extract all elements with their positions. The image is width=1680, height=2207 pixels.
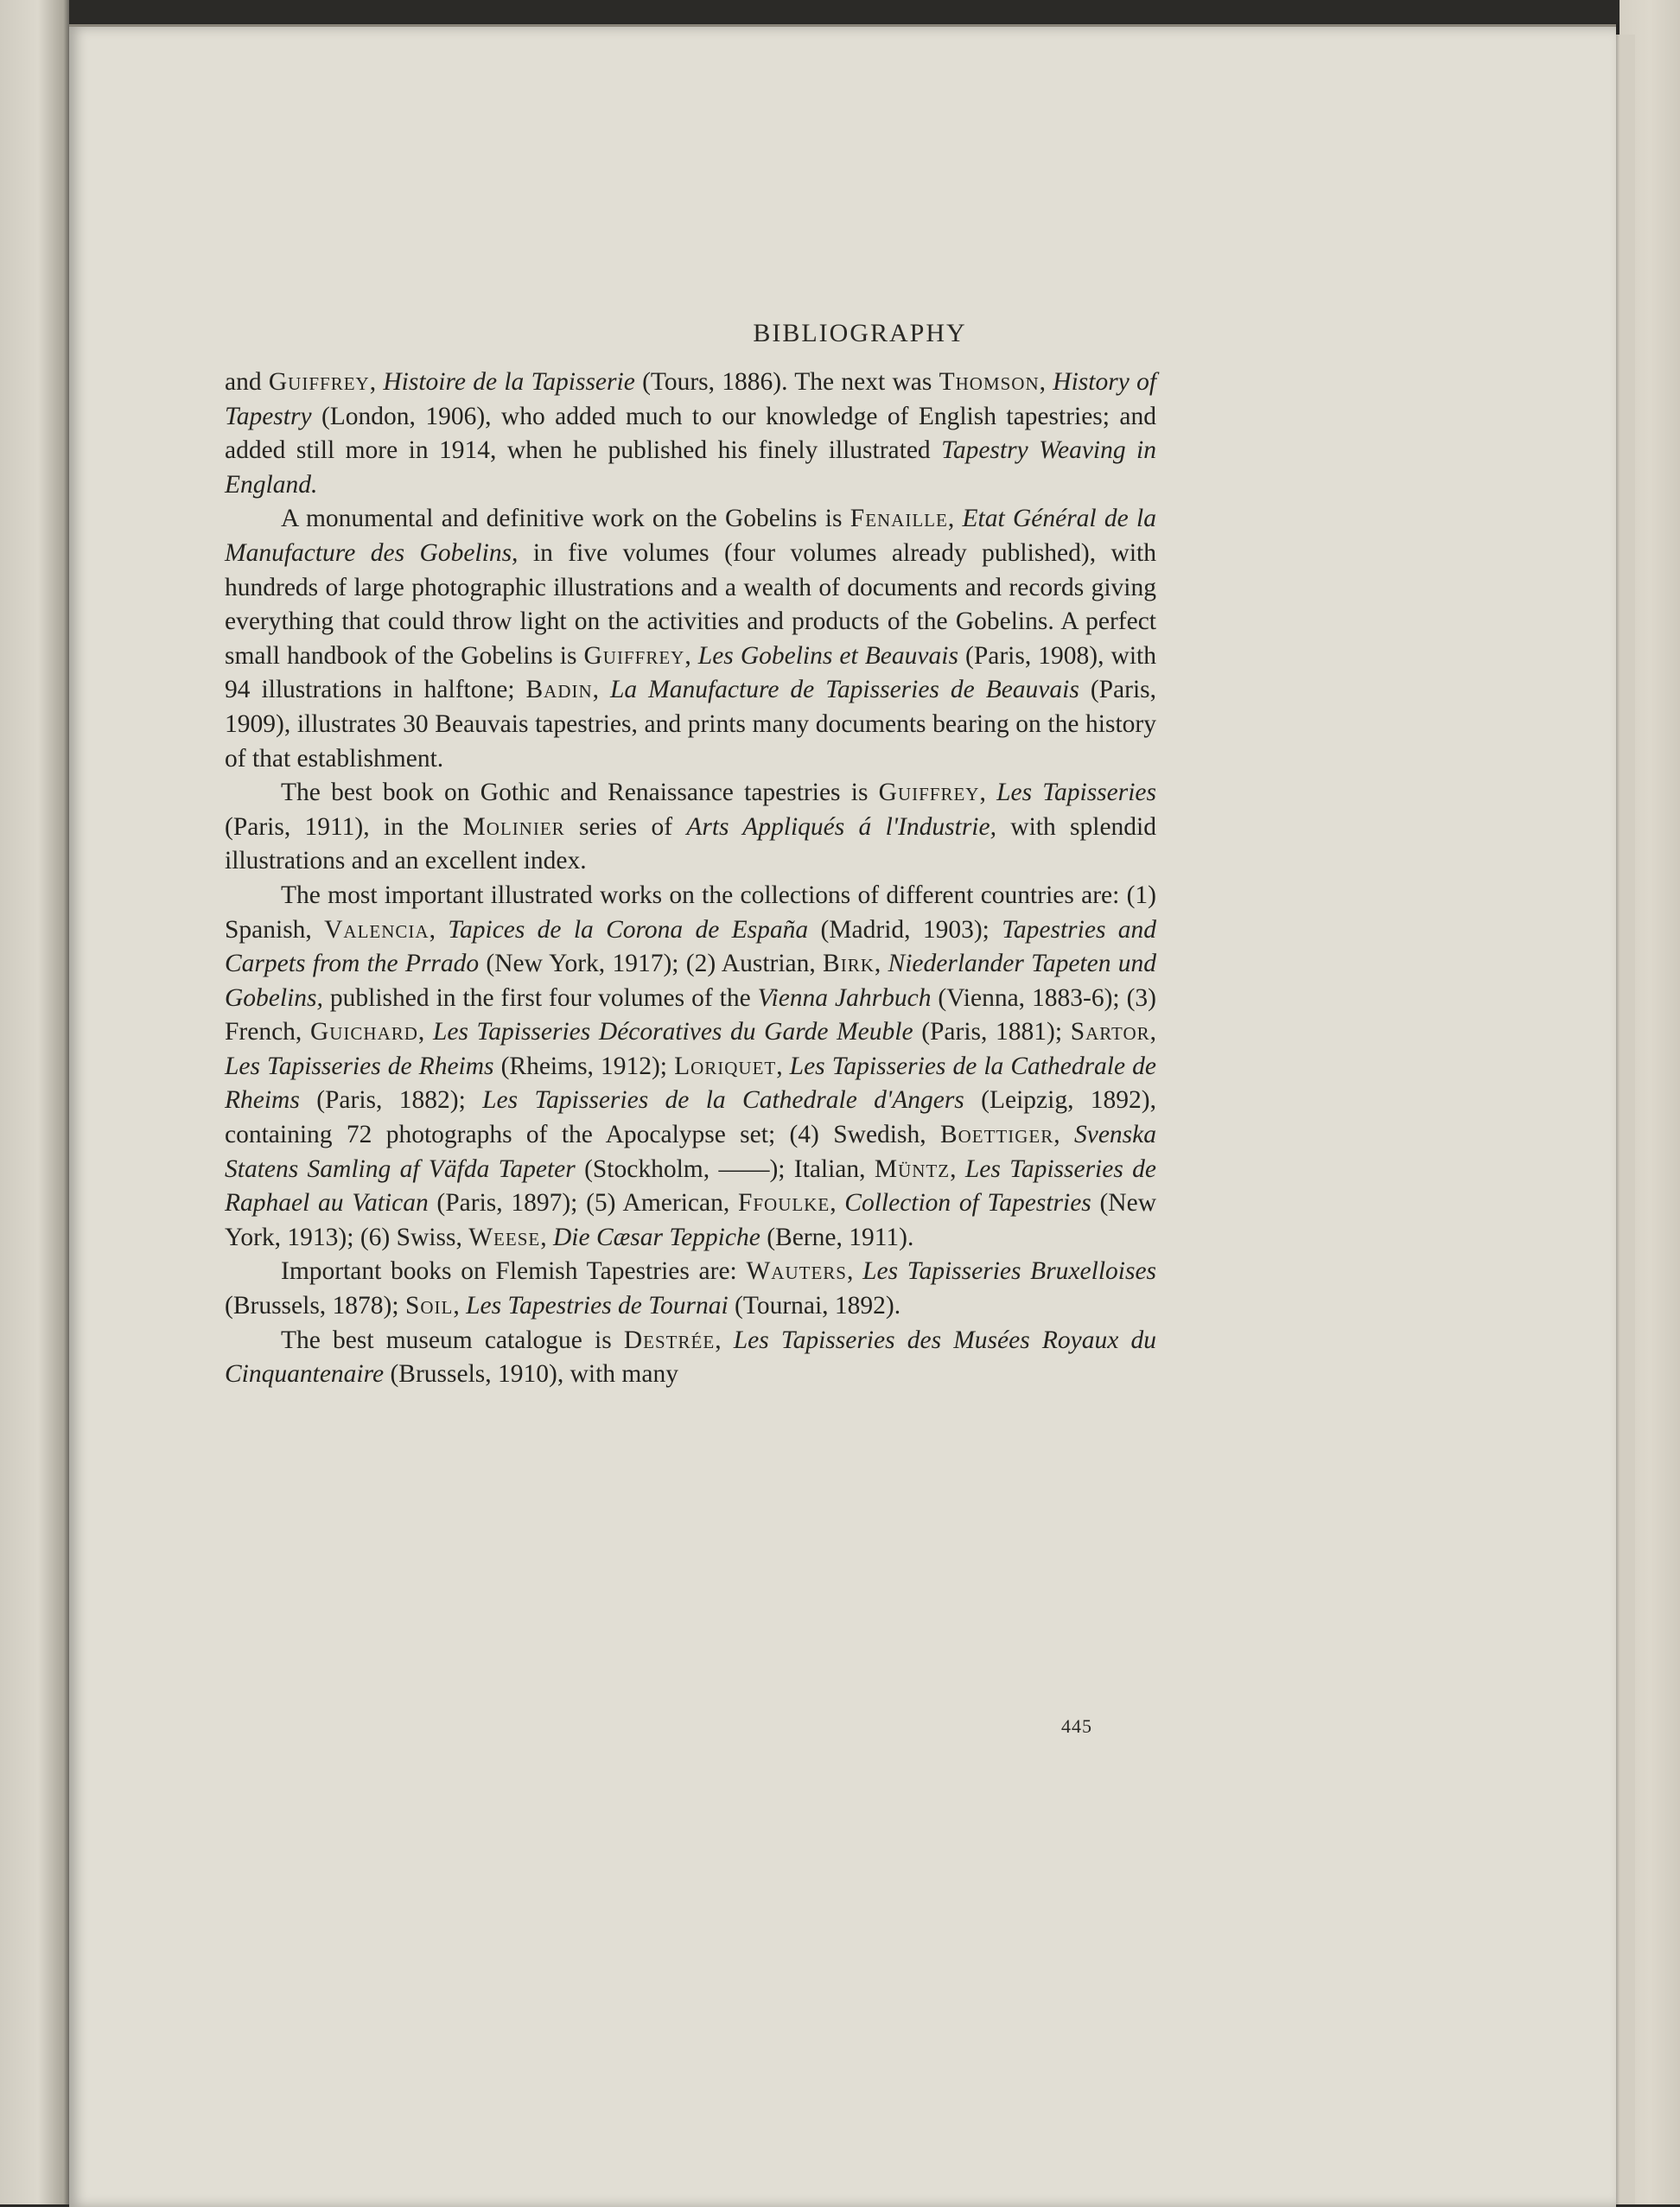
author-name: Guiffrey	[268, 368, 370, 396]
text-run: (Paris, 1882);	[299, 1086, 483, 1115]
italic-title: Histoire de la Tapisserie	[383, 368, 635, 396]
italic-title: Collection of Tapestries	[844, 1189, 1091, 1218]
text-run: ,	[830, 1189, 845, 1218]
text-run: (New York, 1913); (6) Swiss,	[225, 1189, 1157, 1251]
paragraph	[225, 776, 1156, 879]
author-name: Fenaille	[850, 505, 948, 533]
text-run: ,	[1053, 1121, 1074, 1149]
text-run: ,	[684, 641, 698, 670]
italic-title: Les Tapisseries	[996, 779, 1156, 807]
author-name: Destrée	[623, 1326, 716, 1354]
italic-title: Arts Appliqués á l'Industrie,	[686, 812, 996, 841]
paragraph	[225, 366, 1156, 502]
text-run: (New York, 1917); (2) Austrian,	[479, 950, 824, 978]
text-run: in five volumes (four volumes already published), with hundreds of large photographic illustrations and a wealth of documents and records giving everything that could throw light on the activities and products of the Gobelins. A perfect small handbook of the Gobelins is	[225, 538, 1156, 670]
text-run: ,	[715, 1326, 734, 1354]
italic-title: Les Tapisseries de Raphael au Vatican	[225, 1154, 1157, 1218]
italic-title: Les Tapisseries Décoratives du Garde Meuble	[432, 1018, 913, 1046]
text-run: (Berne, 1911).	[760, 1223, 914, 1251]
italic-title: Les Tapisseries Bruxelloises	[862, 1257, 1157, 1286]
italic-title: La Manufacture de Tapisseries de Beauvais	[610, 676, 1079, 704]
italic-title: Vienna Jahrbuch	[757, 983, 932, 1012]
author-name: Guichard	[309, 1018, 418, 1046]
text-run: (Tournai, 1892).	[728, 1292, 901, 1320]
author-name: Badin	[525, 676, 593, 704]
text-run: ,	[369, 368, 384, 396]
text-run: ,	[453, 1292, 467, 1320]
text-run: ,	[776, 1052, 790, 1080]
text-run: (Vienna, 1883-6); (3) French,	[225, 983, 1156, 1046]
text-run: (London, 1906), who added much to our knowledge of English tapestries; and added still more in 1914, when he published his finely illustrated	[225, 402, 1156, 465]
author-name: Sartor	[1070, 1018, 1150, 1046]
author-name: Valencia	[324, 915, 430, 944]
author-name: Ffoulke	[737, 1189, 830, 1218]
author-name: Weese	[468, 1223, 541, 1251]
italic-title: Svenska Statens Samling af Väfda Tapeter	[225, 1121, 1156, 1183]
text-run: (Paris, 1908), with 94 illustrations in halftone;	[225, 641, 1156, 704]
author-name: Guiffrey	[878, 779, 980, 807]
body-text	[225, 366, 1156, 1392]
author-name: Thomson	[939, 368, 1040, 396]
text-run: ,	[950, 1154, 965, 1183]
italic-title: Tapestries and Carpets from the Prrado	[225, 915, 1156, 978]
text-run: The best museum catalogue is	[281, 1326, 624, 1354]
text-run: ,	[847, 1257, 863, 1286]
author-name: Molinier	[462, 812, 565, 841]
text-run: ,	[592, 676, 611, 704]
text-run: (Stockholm, ——); Italian,	[575, 1154, 875, 1183]
italic-title: Niederlander Tapeten und Gobelins,	[225, 950, 1156, 1012]
italic-title: Etat Général de la Manufacture des Gobelins,	[225, 505, 1156, 567]
author-name: Müntz	[874, 1154, 951, 1183]
italic-title: Les Tapestries de Tournai	[466, 1292, 729, 1320]
text-run: (Rheims, 1912);	[493, 1052, 675, 1080]
text-run: (Paris, 1909), illustrates 30 Beauvais tapestries, and prints many documents bearing on the history of that establishment.	[225, 676, 1157, 773]
text-run: The best book on Gothic and Renaissance tapestries is	[281, 779, 879, 807]
author-name: Boettiger	[939, 1121, 1054, 1149]
text-run: (Paris, 1897); (5) American,	[428, 1189, 738, 1218]
italic-title: Les Tapisseries de la Cathedrale de Rheims	[225, 1052, 1156, 1115]
author-name: Soil	[404, 1292, 454, 1320]
text-run: (Brussels, 1910), with many	[384, 1360, 678, 1389]
paragraph	[225, 1255, 1156, 1323]
italic-title: Les Gobelins et Beauvais	[697, 641, 958, 670]
italic-title: History of Tapestry	[225, 368, 1157, 430]
text-run: (Tours, 1886). The next was	[634, 368, 939, 396]
page-number: 445	[1061, 1715, 1092, 1737]
text-run: ,	[874, 950, 888, 978]
text-run: with splendid illustrations and an excellent index.	[225, 812, 1156, 875]
italic-title: Tapices de la Corona de España	[448, 915, 809, 944]
text-run: ,	[417, 1018, 433, 1046]
author-name: Guiffrey	[583, 641, 685, 670]
text-run: ,	[979, 779, 997, 807]
text-run: ,	[1039, 368, 1053, 396]
italic-title: Die Cæsar Teppiche	[552, 1223, 760, 1251]
text-run: (Madrid, 1903);	[808, 915, 1002, 944]
author-name: Loriquet	[674, 1052, 777, 1080]
italic-title: Les Tapisseries des Musées Royaux du Cinquantenaire	[225, 1326, 1156, 1389]
italic-title: Tapestry Weaving in England.	[225, 436, 1156, 499]
text-run: (Paris, 1881);	[913, 1018, 1071, 1046]
text-run: (Leipzig, 1892), containing 72 photographs of the Apocalypse set; (4) Swedish,	[225, 1086, 1156, 1149]
text-run: ,	[1149, 1018, 1157, 1046]
paragraph	[225, 502, 1156, 776]
text-run: (Paris, 1911), in the	[225, 812, 463, 841]
text-run: (Brussels, 1878);	[225, 1292, 405, 1320]
author-name: Wauters	[746, 1257, 847, 1286]
italic-title: Les Tapisseries de la Cathedrale d'Angers	[482, 1086, 964, 1115]
text-run: A monumental and definitive work on the Gobelins is	[281, 505, 850, 533]
text-run: ,	[947, 505, 963, 533]
text-run: and	[225, 368, 269, 396]
text-run: ,	[429, 915, 449, 944]
running-header: BIBLIOGRAPHY	[753, 319, 967, 347]
italic-title: Les Tapisseries de Rheims	[225, 1052, 494, 1080]
author-name: Birk	[823, 950, 875, 978]
text-run: published in the first four volumes of the	[322, 983, 758, 1012]
text-run: series of	[564, 812, 687, 841]
text-run: The most important illustrated works on the collections of different countries are: (1) Spanish,	[225, 881, 1156, 944]
book-page	[69, 24, 1616, 2207]
paragraph	[225, 1324, 1156, 1392]
text-run: ,	[540, 1223, 553, 1251]
text-run: Important books on Flemish Tapestries are:	[281, 1257, 747, 1286]
paragraph	[225, 879, 1156, 1256]
previous-page-edge	[0, 0, 69, 2204]
